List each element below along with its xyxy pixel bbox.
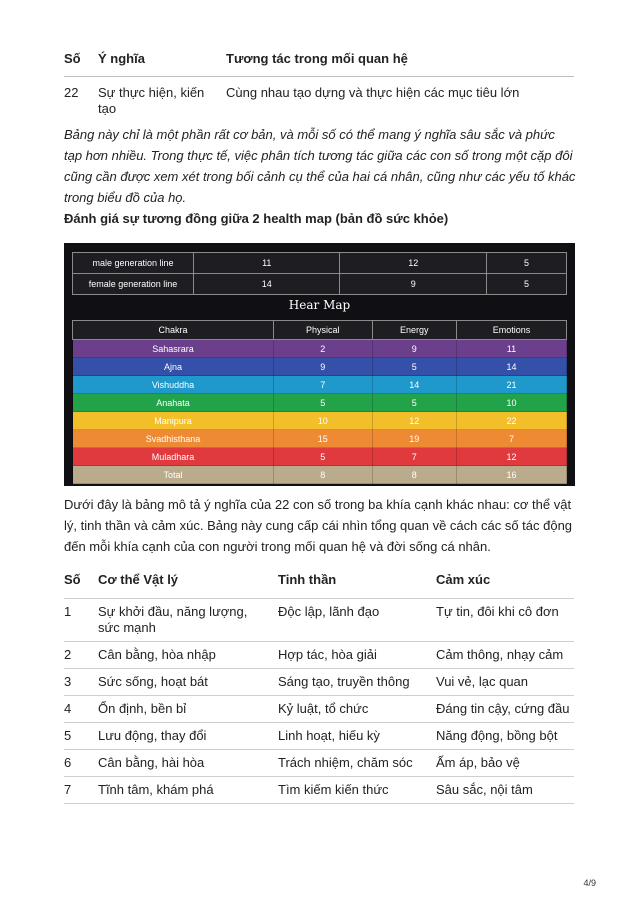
chakra-value: 12: [372, 412, 456, 430]
generation-value: 5: [486, 274, 566, 295]
meaning-interaction-table: [64, 40, 574, 123]
column-header-mental: Tinh thần: [278, 572, 337, 587]
column-header-number: Số: [64, 40, 98, 77]
cell-meaning: Sự thực hiện, kiến tạo: [98, 85, 205, 116]
chakra-value: 19: [372, 430, 456, 448]
chakra-value: 22: [456, 412, 566, 430]
chakra-row: [73, 340, 567, 358]
table-header-row: [64, 40, 574, 77]
cell-number: 1: [64, 599, 98, 642]
cell-mental: Linh hoạt, hiếu kỳ: [278, 723, 436, 750]
chakra-value: 15: [274, 430, 373, 448]
chakra-value: 8: [274, 466, 373, 484]
chakra-value: 9: [372, 340, 456, 358]
column-header-physical: Physical: [274, 321, 373, 340]
chakra-row: [73, 448, 567, 466]
generation-value: 11: [194, 253, 340, 274]
cell-emotional: Đáng tin cậy, cứng đầu: [436, 696, 574, 723]
chakra-name: Sahasrara: [73, 340, 274, 358]
chakra-name: Muladhara: [73, 448, 274, 466]
chakra-name: Anahata: [73, 394, 274, 412]
cell-number: 4: [64, 696, 98, 723]
chakra-row: [73, 394, 567, 412]
description-paragraph: Dưới đây là bảng mô tả ý nghĩa của 22 con số trong ba khía cạnh khác nhau: cơ thể vật lý, tinh thần và cảm xúc. Bảng này cung cấp cái nhìn tổng quan về cách các số tác động đến mỗi khía cạnh của con người trong mối quan hệ và đời sống cá nhân.: [64, 497, 573, 554]
cell-physical: Tĩnh tâm, khám phá: [98, 777, 278, 804]
cell-physical: Ổn định, bền bỉ: [98, 696, 278, 723]
cell-emotional: Tự tin, đôi khi cô đơn: [436, 599, 574, 642]
cell-mental: Sáng tạo, truyền thông: [278, 669, 436, 696]
table-row: [64, 599, 574, 642]
chakra-name: Manipura: [73, 412, 274, 430]
chakra-table: [72, 320, 567, 484]
cell-mental: Kỷ luật, tổ chức: [278, 696, 436, 723]
cell-physical: Sự khởi đầu, năng lượng, sức mạnh: [98, 599, 278, 642]
chakra-value: 11: [456, 340, 566, 358]
chakra-value: 14: [372, 376, 456, 394]
page-number: 4/9: [583, 878, 596, 888]
cell-number: 5: [64, 723, 98, 750]
generation-lines-table: [72, 252, 567, 295]
chakra-row: [73, 358, 567, 376]
generation-value: 5: [486, 253, 566, 274]
table-row: [64, 696, 574, 723]
generation-row: [73, 253, 567, 274]
cell-mental: Trách nhiệm, chăm sóc: [278, 750, 436, 777]
chakra-name: Vishuddha: [73, 376, 274, 394]
table-row: [64, 642, 574, 669]
chakra-value: 8: [372, 466, 456, 484]
column-header-energy: Energy: [372, 321, 456, 340]
chakra-value: 12: [456, 448, 566, 466]
chakra-value: 7: [372, 448, 456, 466]
italic-note-paragraph: Bảng này chỉ là một phần rất cơ bản, và mỗi số có thể mang ý nghĩa sâu sắc và phức tạp hơn nhiều. Trong thực tế, việc phân tích tương tác giữa các con số trong một cặp đôi cũng cần được xem xét trong bối cảnh cụ thể của hai cá nhân, cũng như các yếu tố khác trong biểu đồ của họ.: [64, 127, 576, 205]
cell-mental: Độc lập, lãnh đạo: [278, 599, 436, 642]
table-row: [64, 77, 574, 124]
cell-mental: Hợp tác, hòa giải: [278, 642, 436, 669]
table-row: [64, 669, 574, 696]
generation-row: [73, 274, 567, 295]
generation-value: 12: [340, 253, 486, 274]
cell-interaction: Cùng nhau tạo dựng và thực hiện các mục tiêu lớn: [226, 85, 520, 100]
chakra-value: 5: [372, 394, 456, 412]
cell-emotional: Ấm áp, bảo vệ: [436, 750, 574, 777]
column-header-interaction: Tương tác trong mối quan hệ: [226, 40, 574, 77]
table-row: [64, 723, 574, 750]
chakra-row: [73, 466, 567, 484]
cell-number: 6: [64, 750, 98, 777]
generation-value: 14: [194, 274, 340, 295]
cell-number: 7: [64, 777, 98, 804]
cell-emotional: Cảm thông, nhạy cảm: [436, 642, 574, 669]
cell-physical: Cân bằng, hòa nhập: [98, 642, 278, 669]
column-header-number: Số: [64, 572, 81, 587]
cell-emotional: Năng động, bồng bột: [436, 723, 574, 750]
chakra-value: 9: [274, 358, 373, 376]
cell-number: 22: [64, 85, 79, 100]
table-row: [64, 750, 574, 777]
chakra-value: 5: [274, 394, 373, 412]
chakra-name: Total: [73, 466, 274, 484]
column-header-emotional: Cảm xúc: [436, 572, 491, 587]
section-heading: Đánh giá sự tương đồng giữa 2 health map (bản đồ sức khỏe): [64, 211, 449, 226]
column-header-emotions: Emotions: [456, 321, 566, 340]
cell-emotional: Vui vẻ, lạc quan: [436, 669, 574, 696]
chakra-value: 7: [274, 376, 373, 394]
cell-emotional: Sâu sắc, nội tâm: [436, 777, 574, 804]
column-header-physical: Cơ thể Vật lý: [98, 572, 179, 587]
cell-physical: Cân bằng, hài hòa: [98, 750, 278, 777]
cell-number: 2: [64, 642, 98, 669]
chakra-header-row: [73, 321, 567, 340]
column-header-chakra: Chakra: [73, 321, 274, 340]
cell-number: 3: [64, 669, 98, 696]
chakra-row: [73, 430, 567, 448]
chakra-row: [73, 376, 567, 394]
generation-label: female generation line: [73, 274, 194, 295]
cell-physical: Lưu động, thay đổi: [98, 723, 278, 750]
chakra-value: 16: [456, 466, 566, 484]
chakra-value: 21: [456, 376, 566, 394]
cell-mental: Tìm kiếm kiến thức: [278, 777, 436, 804]
number-aspects-table: [64, 560, 574, 804]
chakra-value: 2: [274, 340, 373, 358]
chakra-value: 5: [274, 448, 373, 466]
chakra-name: Svadhisthana: [73, 430, 274, 448]
generation-label: male generation line: [73, 253, 194, 274]
chakra-value: 14: [456, 358, 566, 376]
chakra-value: 10: [274, 412, 373, 430]
heat-map-title: Hear Map: [288, 298, 351, 312]
chakra-name: Ajna: [73, 358, 274, 376]
cell-physical: Sức sống, hoạt bát: [98, 669, 278, 696]
heat-map-image: [64, 243, 575, 486]
generation-value: 9: [340, 274, 486, 295]
column-header-meaning: Ý nghĩa: [98, 40, 226, 77]
chakra-value: 5: [372, 358, 456, 376]
chakra-value: 7: [456, 430, 566, 448]
table-header-row: [64, 560, 574, 599]
chakra-value: 10: [456, 394, 566, 412]
chakra-row: [73, 412, 567, 430]
table-row: [64, 777, 574, 804]
